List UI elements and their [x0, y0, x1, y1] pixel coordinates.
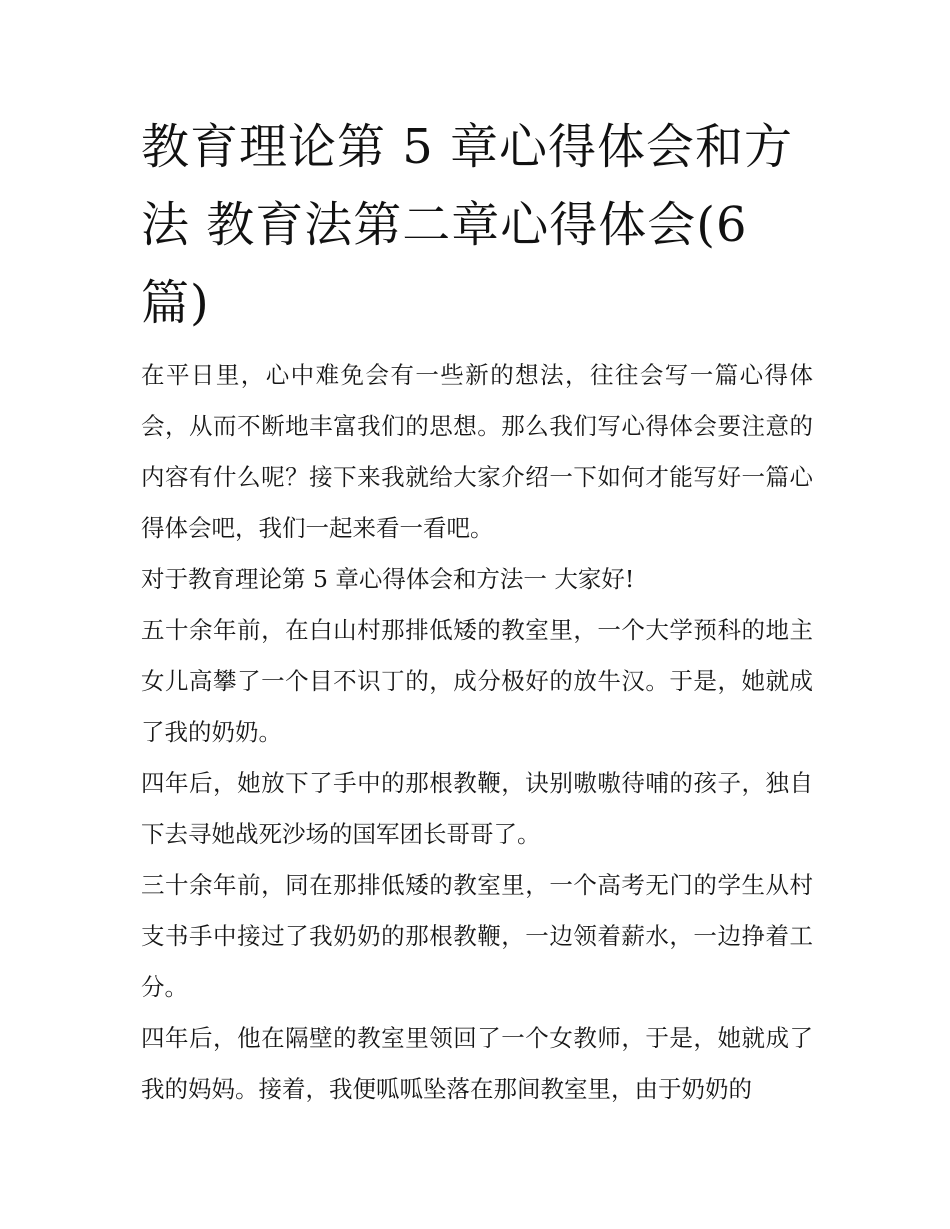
paragraph-intro: 在平日里，心中难免会有一些新的想法，往往会写一篇心得体会，从而不断地丰富我们的思想。那么我们写心得体会要注意的内容有什么呢？接下来我就给大家介绍一下如何才能写好一篇心得体会吧，我们一起来看一看吧。	[141, 361, 813, 542]
paragraph-four-years-later: 四年后，她放下了手中的那根教鞭，诀别嗷嗷待哺的孩子，独自下去寻她战死沙场的国军团长哥哥了。	[141, 769, 813, 848]
paragraph-grandmother: 五十余年前，在白山村那排低矮的教室里，一个大学预科的地主女儿高攀了一个目不识丁的，成分极好的放牛汉。于是，她就成了我的奶奶。	[141, 616, 813, 746]
document-title: 教育理论第 5 章心得体会和方法 教育法第二章心得体会(6 篇)	[141, 119, 794, 331]
paragraph-father: 三十余年前，同在那排低矮的教室里，一个高考无门的学生从村支书手中接过了我奶奶的那根教鞭，一边领着薪水，一边挣着工分。	[141, 871, 813, 1001]
document-body	[141, 108, 813, 1115]
paragraph-mother: 四年后，他在隔壁的教室里领回了一个女教师，于是，她就成了我的妈妈。接着，我便呱呱坠落在那间教室里，由于奶奶的	[141, 1024, 813, 1103]
paragraph-section-heading: 对于教育理论第 5 章心得体会和方法一 大家好!	[141, 565, 635, 593]
